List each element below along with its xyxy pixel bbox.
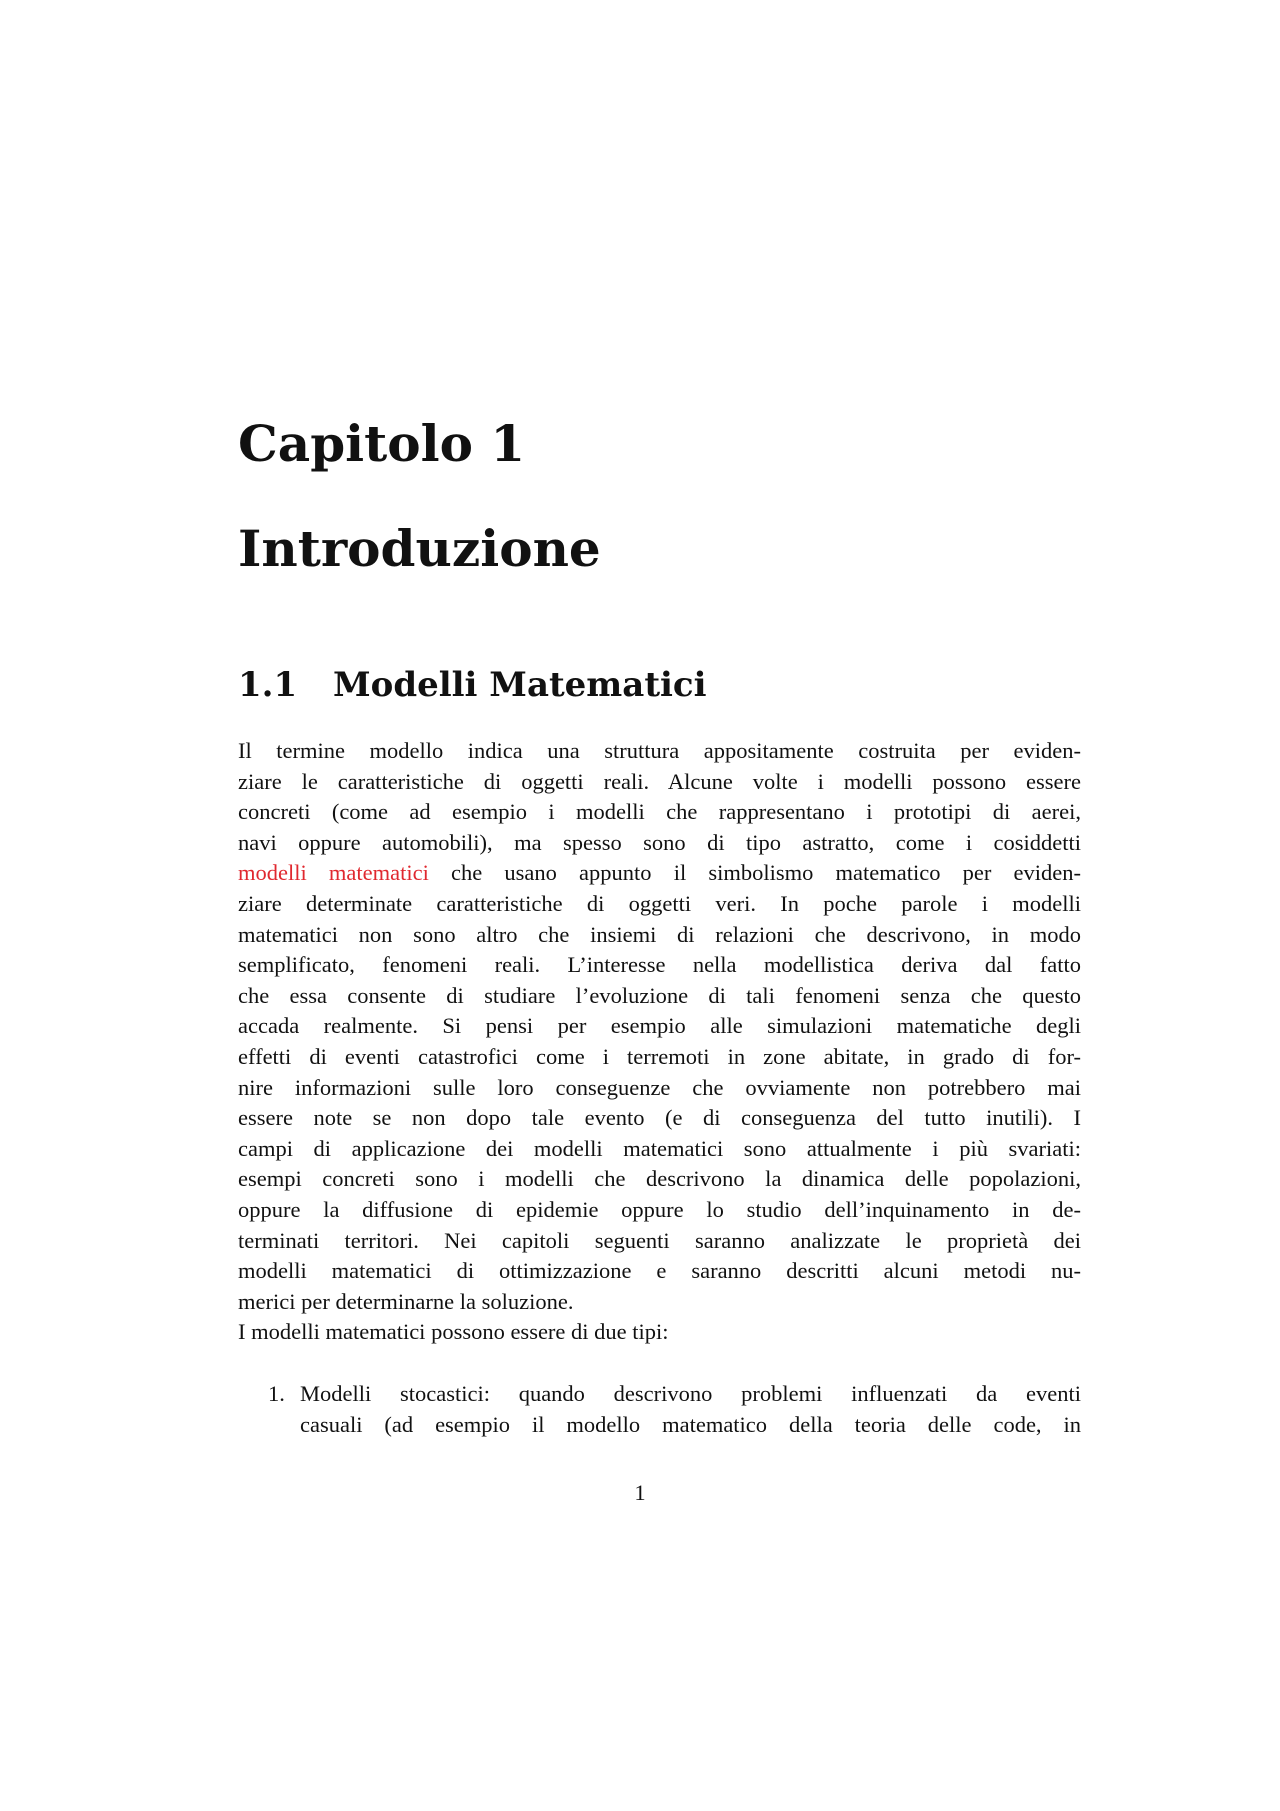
paragraph-line: semplificato, fenomeni reali. L’interesse nella modellistica deriva dal fatto — [238, 952, 1081, 978]
paragraph-line: matematici non sono altro che insiemi di relazioni che descrivono, in modo — [238, 921, 1081, 947]
chapter-label: Capitolo 1 — [238, 414, 526, 473]
body-paragraph — [238, 736, 1081, 1348]
paragraph-line: terminati territori. Nei capitoli seguenti saranno analizzate le proprietà dei — [238, 1227, 1081, 1253]
list-item-line: Modelli stocastici: quando descrivono problemi influenzati da eventi — [300, 1381, 1081, 1406]
section-number: 1.1 — [238, 665, 298, 705]
list-item-line: casuali (ad esempio il modello matematico della teoria delle code, in — [300, 1411, 1081, 1437]
paragraph-line: oppure la diffusione di epidemie oppure lo studio dell’inquinamento in de- — [238, 1196, 1081, 1222]
page-number: 1 — [634, 1480, 646, 1505]
chapter-title: Introduzione — [238, 519, 601, 578]
list-item — [238, 1379, 1081, 1440]
paragraph-line: nire informazioni sulle loro conseguenze che ovviamente non potrebbero mai — [238, 1074, 1081, 1100]
paragraph-line: ziare le caratteristiche di oggetti reali. Alcune volte i modelli possono essere — [238, 768, 1081, 794]
paragraph-line: navi oppure automobili), ma spesso sono di tipo astratto, come i cosiddetti — [238, 829, 1081, 855]
paragraph-line: essere note se non dopo tale evento (e di conseguenza del tutto inutili). I — [238, 1105, 1081, 1131]
paragraph-line: che essa consente di studiare l’evoluzione di tali fenomeni senza che questo — [238, 982, 1081, 1008]
paragraph-line: effetti di eventi catastrofici come i terremoti in zone abitate, in grado di for- — [238, 1043, 1081, 1069]
paragraph-line: esempi concreti sono i modelli che descrivono la dinamica delle popolazioni, — [238, 1166, 1081, 1192]
paragraph-line: merici per determinarne la soluzione. — [238, 1288, 574, 1314]
section-title: Modelli Matematici — [333, 665, 707, 705]
paragraph-line: modelli matematici di ottimizzazione e saranno descritti alcuni metodi nu- — [238, 1258, 1081, 1284]
paragraph-line: ziare determinate caratteristiche di oggetti veri. In poche parole i modelli — [238, 890, 1081, 916]
model-types-list — [238, 1379, 1081, 1440]
list-item-number: 1. — [268, 1381, 285, 1406]
paragraph-line: campi di applicazione dei modelli matematici sono attualmente i più svariati: — [238, 1135, 1081, 1161]
paragraph-line: Il termine modello indica una struttura appositamente costruita per eviden- — [238, 738, 1081, 763]
paragraph-line: I modelli matematici possono essere di due tipi: — [238, 1319, 669, 1345]
paragraph-line-rest: che usano appunto il simbolismo matematico per eviden- — [428, 860, 1081, 886]
section-heading — [238, 665, 707, 705]
paragraph-line: accada realmente. Si pensi per esempio alle simulazioni matematiche degli — [238, 1013, 1081, 1039]
paragraph-line-with-link — [238, 858, 1081, 889]
paragraph-line: concreti (come ad esempio i modelli che rappresentano i prototipi di aerei, — [238, 799, 1081, 825]
modelli-matematici-link[interactable]: modelli matematici — [238, 860, 429, 886]
